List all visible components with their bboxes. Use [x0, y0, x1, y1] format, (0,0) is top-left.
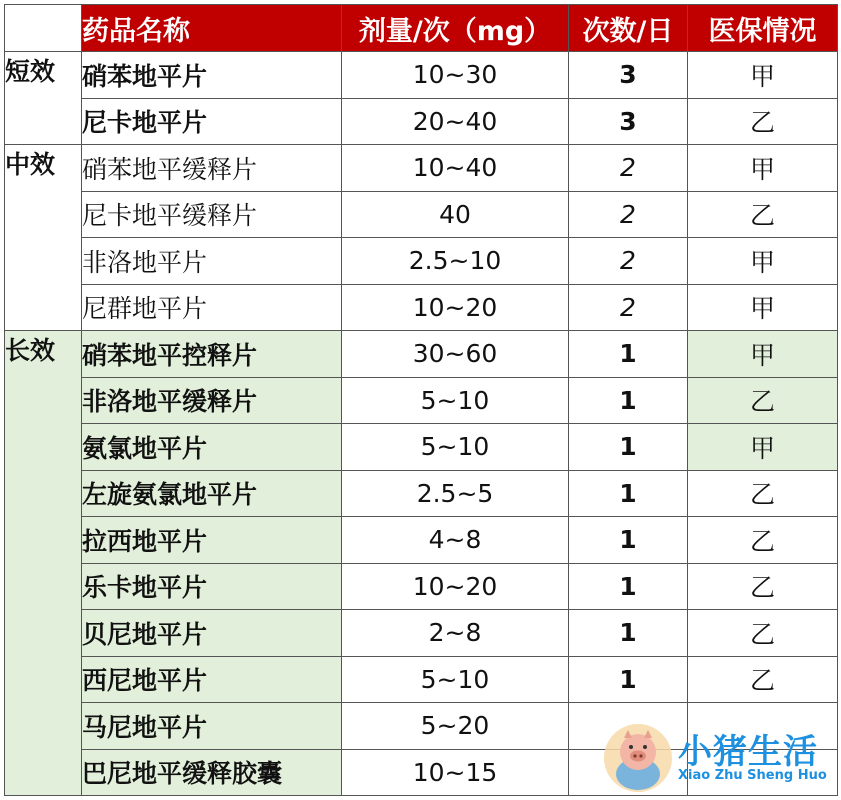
- table-row: [5, 563, 838, 610]
- drug-dose: 5~10: [342, 656, 569, 703]
- drug-name: 尼卡地平片: [82, 98, 342, 145]
- drug-insurance: 乙: [688, 377, 838, 424]
- drug-name: 硝苯地平片: [82, 52, 342, 99]
- drug-insurance: 乙: [688, 470, 838, 517]
- drug-insurance: 乙: [688, 656, 838, 703]
- drug-frequency: 1: [569, 656, 688, 703]
- drug-name: 尼群地平片: [82, 284, 342, 331]
- table-row: [5, 517, 838, 564]
- drug-frequency: 3: [569, 52, 688, 99]
- drug-dose: 4~8: [342, 517, 569, 564]
- drug-name: 马尼地平片: [82, 703, 342, 750]
- drug-frequency: 2: [569, 238, 688, 285]
- table-row: [5, 610, 838, 657]
- watermark-subtitle: Xiao Zhu Sheng Huo: [678, 768, 827, 783]
- drug-name: 拉西地平片: [82, 517, 342, 564]
- table-row: [5, 470, 838, 517]
- drug-dose: 2.5~10: [342, 238, 569, 285]
- group-label-medium: 中效: [5, 145, 82, 331]
- drug-frequency: 1: [569, 517, 688, 564]
- drug-name: 尼卡地平缓释片: [82, 191, 342, 238]
- drug-insurance: 甲: [688, 145, 838, 192]
- drug-insurance: 乙: [688, 610, 838, 657]
- table-row: [5, 145, 838, 192]
- drug-insurance: 甲: [688, 52, 838, 99]
- drug-table: [4, 4, 838, 796]
- drug-frequency: 2: [569, 191, 688, 238]
- drug-name: 氨氯地平片: [82, 424, 342, 471]
- drug-name: 左旋氨氯地平片: [82, 470, 342, 517]
- drug-dose: 5~20: [342, 703, 569, 750]
- watermark: [598, 716, 838, 796]
- drug-insurance: 乙: [688, 191, 838, 238]
- drug-dose: 10~40: [342, 145, 569, 192]
- drug-dose: 10~20: [342, 284, 569, 331]
- table-row: [5, 52, 838, 99]
- drug-name: 硝苯地平缓释片: [82, 145, 342, 192]
- drug-insurance: 甲: [688, 424, 838, 471]
- header-drug-name: 药品名称: [82, 5, 342, 52]
- table-row: [5, 238, 838, 285]
- drug-dose: 40: [342, 191, 569, 238]
- table-row: [5, 424, 838, 471]
- pig-mascot-icon: [598, 716, 678, 796]
- drug-name: 非洛地平片: [82, 238, 342, 285]
- drug-insurance: 甲: [688, 238, 838, 285]
- drug-dose: 2.5~5: [342, 470, 569, 517]
- table-row: [5, 331, 838, 378]
- drug-frequency: 1: [569, 424, 688, 471]
- drug-insurance: 乙: [688, 563, 838, 610]
- table-row: [5, 98, 838, 145]
- drug-dose: 20~40: [342, 98, 569, 145]
- group-label-long: 长效: [5, 331, 82, 796]
- drug-dose: 10~30: [342, 52, 569, 99]
- table-row: [5, 284, 838, 331]
- drug-frequency: 1: [569, 610, 688, 657]
- drug-insurance: 甲: [688, 331, 838, 378]
- drug-frequency: 2: [569, 145, 688, 192]
- drug-dose: 10~15: [342, 749, 569, 796]
- drug-dose: 10~20: [342, 563, 569, 610]
- drug-name: 非洛地平缓释片: [82, 377, 342, 424]
- drug-insurance: 乙: [688, 517, 838, 564]
- drug-dose: 5~10: [342, 377, 569, 424]
- drug-insurance: 甲: [688, 284, 838, 331]
- drug-dose: 2~8: [342, 610, 569, 657]
- header-dose: 剂量/次（mg）: [342, 5, 569, 52]
- drug-name: 西尼地平片: [82, 656, 342, 703]
- table-row: [5, 191, 838, 238]
- drug-frequency: 3: [569, 98, 688, 145]
- drug-frequency: 1: [569, 331, 688, 378]
- group-label-short: 短效: [5, 52, 82, 145]
- table-row: [5, 656, 838, 703]
- header-row: [5, 5, 838, 52]
- header-group: [5, 5, 82, 52]
- drug-frequency: 1: [569, 563, 688, 610]
- watermark-title: 小猪生活: [678, 732, 818, 772]
- header-frequency: 次数/日: [569, 5, 688, 52]
- drug-dose: 5~10: [342, 424, 569, 471]
- drug-frequency: 1: [569, 377, 688, 424]
- drug-frequency: 2: [569, 284, 688, 331]
- drug-frequency: 1: [569, 470, 688, 517]
- drug-name: 巴尼地平缓释胶囊: [82, 749, 342, 796]
- drug-insurance: 乙: [688, 98, 838, 145]
- drug-dose: 30~60: [342, 331, 569, 378]
- drug-name: 乐卡地平片: [82, 563, 342, 610]
- drug-name: 硝苯地平控释片: [82, 331, 342, 378]
- header-insurance: 医保情况: [688, 5, 838, 52]
- drug-name: 贝尼地平片: [82, 610, 342, 657]
- table-row: [5, 377, 838, 424]
